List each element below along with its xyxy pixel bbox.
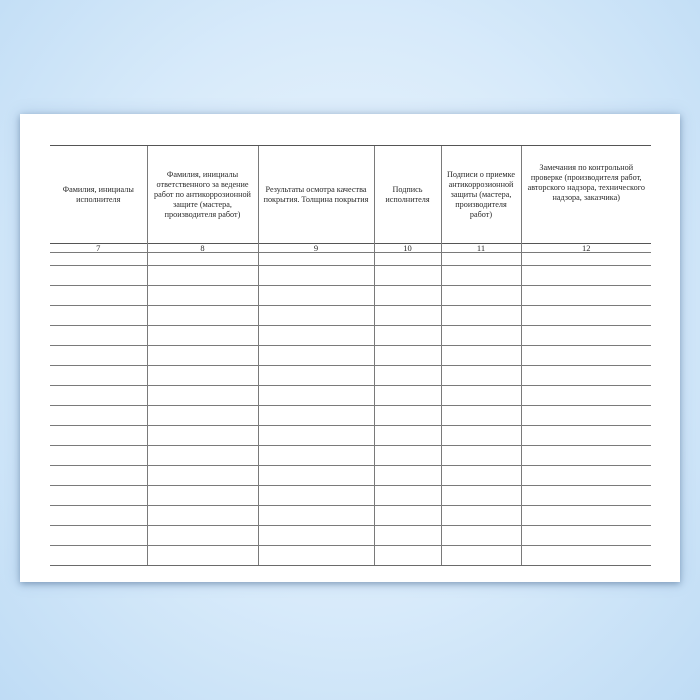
table-row (50, 326, 651, 346)
table-cell (441, 446, 521, 466)
table-cell (374, 486, 441, 506)
table-cell (521, 426, 651, 446)
table-cell (258, 346, 374, 366)
table-cell (147, 546, 258, 566)
table-cell (147, 426, 258, 446)
table-cell (147, 486, 258, 506)
table-cell (521, 506, 651, 526)
table-cell (147, 386, 258, 406)
table-cell (441, 386, 521, 406)
table-cell (147, 526, 258, 546)
table-cell (441, 366, 521, 386)
table-cell (258, 546, 374, 566)
table-cell (441, 506, 521, 526)
table-cell (521, 253, 651, 266)
table-cell (441, 326, 521, 346)
table-cell (147, 466, 258, 486)
table-cell (258, 266, 374, 286)
table-cell (50, 386, 147, 406)
table-cell (374, 526, 441, 546)
journal-body (50, 253, 651, 566)
table-row (50, 426, 651, 446)
table-cell (50, 526, 147, 546)
table-cell (521, 366, 651, 386)
table-cell (258, 253, 374, 266)
table-cell (441, 546, 521, 566)
table-cell (441, 253, 521, 266)
journal-page (20, 114, 680, 582)
table-cell (147, 306, 258, 326)
column-number-row (50, 244, 651, 253)
table-cell (374, 306, 441, 326)
table-row (50, 546, 651, 566)
table-row (50, 446, 651, 466)
table-cell (258, 306, 374, 326)
column-number: 12 (521, 244, 651, 253)
table-cell (374, 366, 441, 386)
table-cell (521, 466, 651, 486)
table-cell (147, 286, 258, 306)
header-row (50, 146, 651, 244)
table-cell (521, 346, 651, 366)
table-cell (50, 306, 147, 326)
table-row (50, 346, 651, 366)
table-cell (521, 266, 651, 286)
column-number: 7 (50, 244, 147, 253)
table-cell (374, 286, 441, 306)
table-cell (50, 406, 147, 426)
table-cell (258, 446, 374, 466)
table-cell (258, 506, 374, 526)
table-cell (441, 486, 521, 506)
table-cell (374, 266, 441, 286)
table-cell (441, 286, 521, 306)
table-cell (521, 306, 651, 326)
table-cell (374, 426, 441, 446)
table-cell (258, 526, 374, 546)
table-cell (441, 526, 521, 546)
table-cell (374, 446, 441, 466)
table-cell (258, 366, 374, 386)
table-cell (521, 446, 651, 466)
table-cell (374, 386, 441, 406)
table-cell (147, 326, 258, 346)
table-row (50, 406, 651, 426)
table-cell (50, 253, 147, 266)
table-cell (441, 266, 521, 286)
journal-table (50, 145, 651, 566)
table-row (50, 486, 651, 506)
table-cell (521, 326, 651, 346)
column-number: 10 (374, 244, 441, 253)
table-cell (374, 326, 441, 346)
column-number: 9 (258, 244, 374, 253)
table-cell (374, 466, 441, 486)
table-cell (521, 386, 651, 406)
table-cell (50, 326, 147, 346)
table-cell (258, 286, 374, 306)
column-number: 11 (441, 244, 521, 253)
column-header-performer: Фамилия, инициалы исполнителя (50, 146, 147, 244)
table-cell (147, 366, 258, 386)
table-cell (441, 426, 521, 446)
table-cell (50, 446, 147, 466)
table-cell (50, 366, 147, 386)
column-header-responsible: Фамилия, инициалы ответственного за ведение работ по антикоррозионной защите (мастера, производителя работ) (147, 146, 258, 244)
column-number: 8 (147, 244, 258, 253)
table-row (50, 253, 651, 266)
table-cell (50, 286, 147, 306)
table-cell (258, 486, 374, 506)
table-cell (521, 546, 651, 566)
table-cell (50, 506, 147, 526)
table-cell (258, 326, 374, 346)
table-cell (258, 406, 374, 426)
column-header-inspection-results: Результаты осмотра качества покрытия. Толщина покрытия (258, 146, 374, 244)
table-cell (50, 466, 147, 486)
table-cell (374, 506, 441, 526)
table-cell (147, 253, 258, 266)
table-cell (147, 406, 258, 426)
column-header-performer-signature: Подпись исполнителя (374, 146, 441, 244)
table-cell (441, 406, 521, 426)
table-row (50, 506, 651, 526)
table-cell (258, 386, 374, 406)
table-row (50, 366, 651, 386)
table-cell (374, 346, 441, 366)
table-cell (374, 406, 441, 426)
table-cell (521, 526, 651, 546)
table-cell (521, 286, 651, 306)
table-cell (147, 346, 258, 366)
table-cell (441, 346, 521, 366)
table-cell (50, 426, 147, 446)
table-cell (441, 306, 521, 326)
table-row (50, 286, 651, 306)
table-cell (147, 506, 258, 526)
table-cell (521, 486, 651, 506)
table-cell (521, 406, 651, 426)
table-cell (50, 486, 147, 506)
column-header-remarks: Замечания по контрольной проверке (производителя работ, авторского надзора, технического надзора, заказчика) (521, 146, 651, 244)
table-cell (147, 446, 258, 466)
table-cell (50, 266, 147, 286)
table-row (50, 526, 651, 546)
table-cell (258, 426, 374, 446)
table-cell (374, 253, 441, 266)
table-cell (258, 466, 374, 486)
table-cell (441, 466, 521, 486)
table-cell (50, 546, 147, 566)
table-row (50, 306, 651, 326)
table-cell (50, 346, 147, 366)
table-cell (147, 266, 258, 286)
table-row (50, 386, 651, 406)
table-cell (374, 546, 441, 566)
column-header-acceptance-signatures: Подписи о приемке антикоррозионной защиты (мастера, производителя работ) (441, 146, 521, 244)
table-row (50, 466, 651, 486)
table-row (50, 266, 651, 286)
